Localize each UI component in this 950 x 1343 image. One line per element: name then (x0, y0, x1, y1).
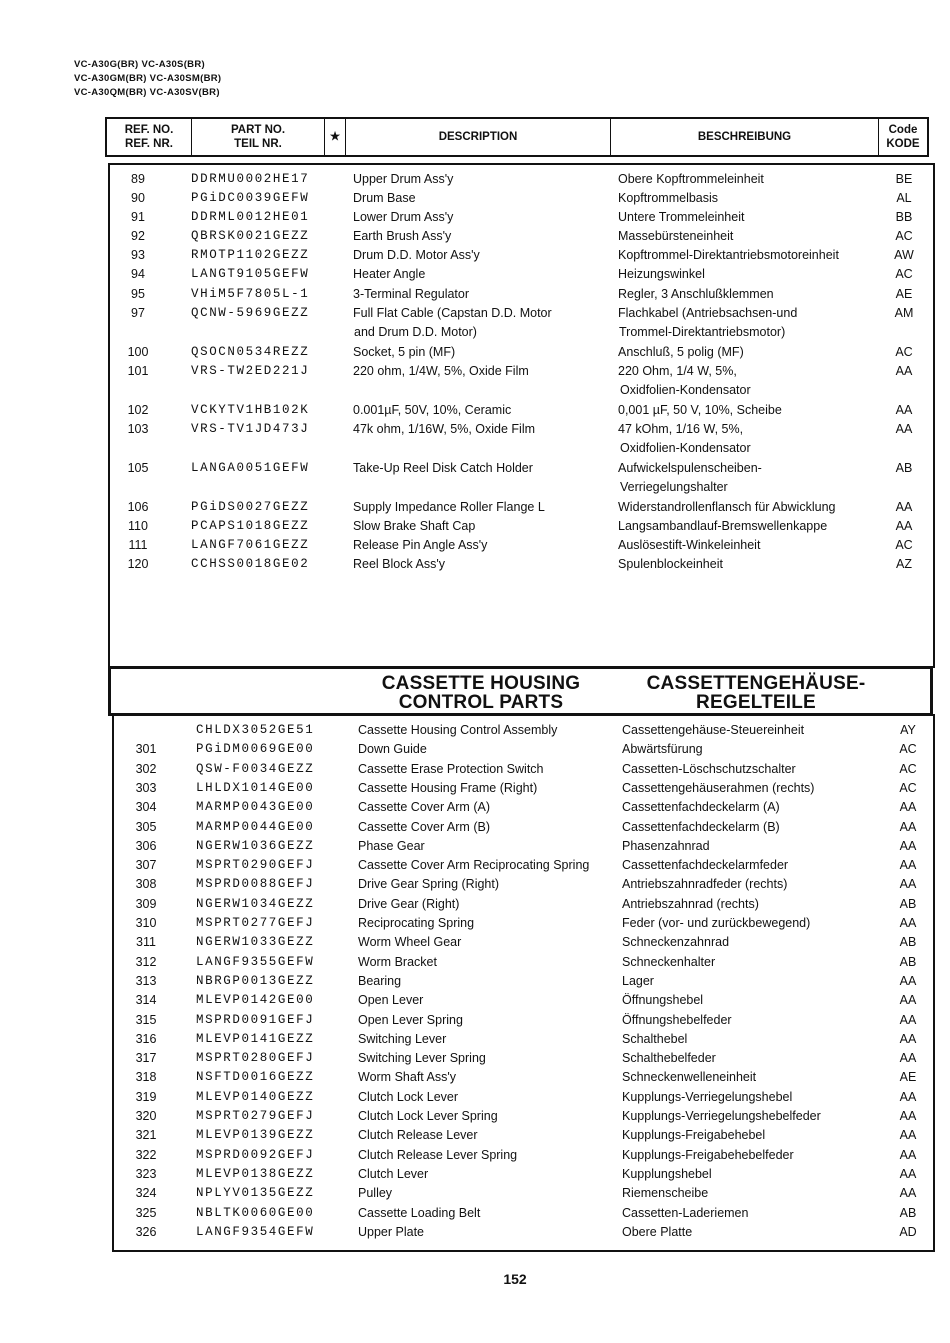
table-row (0, 760, 950, 779)
price-code: AA (899, 1186, 917, 1200)
beschreibung: Cassettenfachdeckelarm (B) (622, 820, 780, 834)
beschreibung: Cassettengehäuserahmen (rechts) (622, 781, 815, 795)
ref-nr-label: REF. NR. (125, 138, 173, 150)
table-row (0, 343, 950, 362)
ref-number: 319 (135, 1090, 157, 1104)
part-number: NSFTD0016GEZZ (196, 1070, 315, 1084)
description: Switching Lever (358, 1032, 447, 1046)
section-title-de-line: CASSETTENGEHÄUSE- (646, 673, 866, 694)
description: 3-Terminal Regulator (353, 287, 470, 301)
part-no-header (192, 119, 325, 155)
table-header (105, 117, 929, 157)
price-code: AC (899, 762, 917, 776)
ref-number: 102 (127, 403, 149, 417)
model-line: VC-A30QM(BR) VC-A30SV(BR) (74, 87, 220, 98)
table-row (0, 536, 950, 555)
table-row (0, 170, 950, 189)
beschreibung: Widerstandrollenflansch für Abwicklung (618, 500, 836, 514)
part-number: PCAPS1018GEZZ (191, 519, 310, 533)
beschreibung: 47 kOhm, 1/16 W, 5%, (618, 422, 744, 436)
table-row (0, 856, 950, 875)
beschreibung: 0,001 µF, 50 V, 10%, Scheibe (618, 403, 782, 417)
part-number: LANGF9354GEFW (196, 1225, 315, 1239)
ref-number: 93 (131, 248, 145, 262)
description: Cassette Cover Arm (A) (358, 800, 490, 814)
description: Cassette Cover Arm Reciprocating Spring (358, 858, 590, 872)
beschreibung: Spulenblockeinheit (618, 557, 723, 571)
part-number: LANGT9105GEFW (191, 267, 310, 281)
description: Bearing (358, 974, 402, 988)
ref-number: 312 (135, 955, 157, 969)
part-number: MLEVP0139GEZZ (196, 1128, 315, 1142)
part-number: MLEVP0142GE00 (196, 993, 315, 1007)
price-code: AA (899, 1090, 917, 1104)
ref-number: 306 (135, 839, 157, 853)
part-number: QSW-F0034GEZZ (196, 762, 315, 776)
description: Upper Drum Ass'y (353, 172, 454, 186)
table-row (0, 517, 950, 536)
ref-number: 120 (127, 557, 149, 571)
table-row (0, 1165, 950, 1184)
price-code: AA (899, 1109, 917, 1123)
ref-number: 100 (127, 345, 149, 359)
ref-number: 105 (127, 461, 149, 475)
price-code: AE (899, 1070, 917, 1084)
table-row (0, 933, 950, 952)
table-row (0, 1011, 950, 1030)
table-row (0, 246, 950, 265)
table-row (0, 779, 950, 798)
table-row (0, 362, 950, 381)
description: Upper Plate (358, 1225, 425, 1239)
model-list (74, 58, 221, 100)
ref-number: 303 (135, 781, 157, 795)
ref-number: 314 (135, 993, 157, 1007)
table-row (0, 740, 950, 759)
table-row (0, 1088, 950, 1107)
beschreibung: Massebürsteneinheit (618, 229, 734, 243)
price-code: AL (896, 191, 912, 205)
price-code: AA (899, 1148, 917, 1162)
part-number: NBRGP0013GEZZ (196, 974, 315, 988)
ref-number: 318 (135, 1070, 157, 1084)
table-row (0, 304, 950, 323)
beschreibung: Kupplungs-Verriegelungshebelfeder (622, 1109, 821, 1123)
price-code: AZ (896, 557, 912, 571)
table-row (0, 401, 950, 420)
table-row (0, 895, 950, 914)
ref-number: 313 (135, 974, 157, 988)
ref-number: 106 (127, 500, 149, 514)
part-number: VRS-TW2ED221J (191, 364, 310, 378)
description: Cassette Housing Frame (Right) (358, 781, 538, 795)
description: Clutch Release Lever (358, 1128, 478, 1142)
ref-number: 320 (135, 1109, 157, 1123)
part-number: PGiDS0027GEZZ (191, 500, 310, 514)
table-row (0, 1223, 950, 1242)
part-number: NGERW1036GEZZ (196, 839, 315, 853)
ref-number: 323 (135, 1167, 157, 1181)
beschreibung: Öffnungshebel (622, 993, 704, 1007)
part-number: PGiDM0069GE00 (196, 742, 315, 756)
description: Drive Gear Spring (Right) (358, 877, 500, 891)
table-row (0, 837, 950, 856)
price-code: AM (894, 306, 914, 320)
table-row (0, 1204, 950, 1223)
part-number: MLEVP0138GEZZ (196, 1167, 315, 1181)
ref-number: 308 (135, 877, 157, 891)
table-row (0, 265, 950, 284)
ref-number: 90 (131, 191, 145, 205)
part-number: DDRMU0002HE17 (191, 172, 310, 186)
beschreibung: Kupplungs-Freigabehebel (622, 1128, 766, 1142)
part-number: MSPRT0280GEFJ (196, 1051, 315, 1065)
table-row (0, 555, 950, 574)
table-row (0, 991, 950, 1010)
beschreibung: Schalthebel (622, 1032, 688, 1046)
description: Phase Gear (358, 839, 425, 853)
section-title-german (631, 674, 881, 712)
price-code: AC (899, 742, 917, 756)
table-row (0, 189, 950, 208)
price-code: AY (900, 723, 916, 737)
ref-no-label: REF. NO. (124, 124, 174, 136)
ref-number: 311 (136, 935, 156, 949)
teil-nr-label: TEIL NR. (234, 138, 282, 150)
description: 0.001µF, 50V, 10%, Ceramic (353, 403, 512, 417)
model-line: VC-A30G(BR) VC-A30S(BR) (74, 59, 205, 70)
price-code: AC (895, 345, 913, 359)
description: Drum Base (353, 191, 416, 205)
beschreibung: Schneckenwelleneinheit (622, 1070, 757, 1084)
price-code: AC (895, 267, 913, 281)
beschreibung: Öffnungshebelfeder (622, 1013, 732, 1027)
part-number: QCNW-5969GEZZ (191, 306, 310, 320)
beschreibung: Aufwickelspulenscheiben- (618, 461, 762, 475)
table-row (0, 953, 950, 972)
description-header (346, 119, 611, 155)
part-number: PGiDC0039GEFW (191, 191, 310, 205)
ref-number: 91 (131, 210, 145, 224)
beschreibung-label: BESCHREIBUNG (697, 131, 792, 143)
ref-number: 307 (135, 858, 157, 872)
price-code: AA (899, 1051, 917, 1065)
table-row (0, 914, 950, 933)
table-row (0, 1126, 950, 1145)
beschreibung: Cassettenfachdeckelarm (A) (622, 800, 780, 814)
description-continuation: and Drum D.D. Motor) (354, 325, 477, 339)
beschreibung: Heizungswinkel (618, 267, 705, 281)
code-label: Code (888, 124, 918, 136)
table-row (0, 818, 950, 837)
section-title-en-line: CASSETTE HOUSING (381, 673, 581, 694)
beschreibung: Cassetten-Laderiemen (622, 1206, 749, 1220)
ref-number: 94 (131, 267, 145, 281)
beschreibung: 220 Ohm, 1/4 W, 5%, (618, 364, 737, 378)
beschreibung: Riemenscheibe (622, 1186, 709, 1200)
part-number: RMOTP1102GEZZ (191, 248, 310, 262)
price-code: AA (895, 422, 913, 436)
ref-no-header (107, 119, 192, 155)
part-number: MARMP0043GE00 (196, 800, 315, 814)
beschreibung: Schalthebelfeder (622, 1051, 716, 1065)
description: Slow Brake Shaft Cap (353, 519, 476, 533)
price-code: AW (894, 248, 914, 262)
beschreibung: Kupplungshebel (622, 1167, 712, 1181)
ref-number: 92 (131, 229, 145, 243)
price-code: AB (899, 935, 917, 949)
description: Clutch Lever (358, 1167, 429, 1181)
ref-number: 103 (127, 422, 149, 436)
table-row (0, 459, 950, 478)
price-code: AA (899, 974, 917, 988)
ref-number: 321 (135, 1128, 157, 1142)
description: Clutch Lock Lever Spring (358, 1109, 498, 1123)
price-code: AA (895, 403, 913, 417)
beschreibung: Kupplungs-Verriegelungshebel (622, 1090, 793, 1104)
price-code: AC (895, 538, 913, 552)
code-header (879, 119, 927, 155)
beschreibung: Kopftrommelbasis (618, 191, 719, 205)
description: Switching Lever Spring (358, 1051, 486, 1065)
description: Lower Drum Ass'y (353, 210, 454, 224)
description: Release Pin Angle Ass'y (353, 538, 488, 552)
ref-number: 309 (135, 897, 157, 911)
table-row (0, 1146, 950, 1165)
beschreibung: Obere Platte (622, 1225, 693, 1239)
description-label: DESCRIPTION (438, 131, 518, 143)
price-code: AE (895, 287, 913, 301)
kode-label: KODE (886, 138, 920, 150)
price-code: AA (899, 800, 917, 814)
table-row (0, 1049, 950, 1068)
beschreibung: Antriebszahnradfeder (rechts) (622, 877, 788, 891)
description: 220 ohm, 1/4W, 5%, Oxide Film (353, 364, 529, 378)
beschreibung: Untere Trommeleinheit (618, 210, 745, 224)
description: Reel Block Ass'y (353, 557, 446, 571)
description: Take-Up Reel Disk Catch Holder (353, 461, 533, 475)
ref-number: 322 (135, 1148, 157, 1162)
price-code: AA (899, 877, 917, 891)
part-number: QSOCN0534REZZ (191, 345, 310, 359)
table-row (0, 798, 950, 817)
ref-number: 317 (135, 1051, 157, 1065)
price-code: AA (899, 1013, 917, 1027)
part-number: CCHSS0018GE02 (191, 557, 310, 571)
beschreibung: Obere Kopftrommeleinheit (618, 172, 764, 186)
price-code: AA (895, 500, 913, 514)
description: Worm Bracket (358, 955, 437, 969)
price-code: AA (899, 858, 917, 872)
table-row (0, 227, 950, 246)
part-number: MLEVP0141GEZZ (196, 1032, 315, 1046)
price-code: AB (895, 461, 913, 475)
part-number: DDRML0012HE01 (191, 210, 310, 224)
beschreibung: Feder (vor- und zurückbewegend) (622, 916, 811, 930)
table-row (0, 972, 950, 991)
ref-number: 111 (128, 538, 148, 552)
part-number: LANGF7061GEZZ (191, 538, 310, 552)
beschreibung: Schneckenzahnrad (622, 935, 730, 949)
ref-number: 97 (131, 306, 145, 320)
price-code: AD (899, 1225, 917, 1239)
part-number: MSPRT0279GEFJ (196, 1109, 315, 1123)
section-heading (108, 666, 933, 716)
price-code: AC (899, 781, 917, 795)
description: Drum D.D. Motor Ass'y (353, 248, 480, 262)
section-title-english (366, 674, 596, 712)
description: Clutch Lock Lever (358, 1090, 459, 1104)
part-number: CHLDX3052GE51 (196, 723, 315, 737)
part-number: QBRSK0021GEZZ (191, 229, 310, 243)
part-number: NPLYV0135GEZZ (196, 1186, 315, 1200)
part-number: LANGA0051GEFW (191, 461, 310, 475)
part-number: MSPRT0277GEFJ (196, 916, 315, 930)
beschreibung: Langsambandlauf-Bremswellenkappe (618, 519, 828, 533)
description: Cassette Erase Protection Switch (358, 762, 544, 776)
price-code: AA (895, 364, 913, 378)
ref-number: 315 (135, 1013, 157, 1027)
model-line: VC-A30GM(BR) VC-A30SM(BR) (74, 73, 222, 84)
part-number: NGERW1034GEZZ (196, 897, 315, 911)
description: Socket, 5 pin (MF) (353, 345, 456, 359)
ref-number: 324 (135, 1186, 157, 1200)
price-code: AB (899, 955, 917, 969)
description: 47k ohm, 1/16W, 5%, Oxide Film (353, 422, 536, 436)
table-row (0, 420, 950, 439)
table-row (0, 498, 950, 517)
price-code: AA (899, 993, 917, 1007)
description: Cassette Loading Belt (358, 1206, 481, 1220)
ref-number: 110 (128, 519, 148, 533)
price-code: AA (899, 1167, 917, 1181)
price-code: AA (899, 1128, 917, 1142)
part-number: MSPRD0091GEFJ (196, 1013, 315, 1027)
part-number: NGERW1033GEZZ (196, 935, 315, 949)
price-code: AA (899, 820, 917, 834)
description: Open Lever Spring (358, 1013, 463, 1027)
star-header (325, 119, 346, 155)
beschreibung: Flachkabel (Antriebsachsen-und (618, 306, 798, 320)
price-code: AA (895, 519, 913, 533)
table-row (0, 721, 950, 740)
beschreibung: Phasenzahnrad (622, 839, 710, 853)
description: Earth Brush Ass'y (353, 229, 452, 243)
description: Worm Shaft Ass'y (358, 1070, 457, 1084)
beschreibung-continuation: Verriegelungshalter (620, 480, 728, 494)
part-number: MARMP0044GE00 (196, 820, 315, 834)
description: Drive Gear (Right) (358, 897, 460, 911)
beschreibung-continuation: Trommel-Direktantriebsmotor) (619, 325, 786, 339)
description: Reciprocating Spring (358, 916, 475, 930)
beschreibung: Antriebszahnrad (rechts) (622, 897, 759, 911)
beschreibung: Schneckenhalter (622, 955, 716, 969)
beschreibung: Cassettengehäuse-Steuereinheit (622, 723, 805, 737)
part-number: LHLDX1014GE00 (196, 781, 315, 795)
star-icon: ★ (329, 131, 341, 143)
price-code: AA (899, 839, 917, 853)
description: Heater Angle (353, 267, 426, 281)
ref-number: 304 (135, 800, 157, 814)
ref-number: 305 (135, 820, 157, 834)
description: Supply Impedance Roller Flange L (353, 500, 545, 514)
beschreibung: Kopftrommel-Direktantriebsmotoreinheit (618, 248, 839, 262)
part-number: MSPRD0088GEFJ (196, 877, 315, 891)
table-row (0, 1184, 950, 1203)
description: Cassette Housing Control Assembly (358, 723, 558, 737)
table-row (0, 1107, 950, 1126)
ref-number: 316 (135, 1032, 157, 1046)
ref-number: 302 (135, 762, 157, 776)
part-number: MLEVP0140GEZZ (196, 1090, 315, 1104)
price-code: AB (899, 897, 917, 911)
section-title-de-line: REGELTEILE (696, 692, 816, 713)
table-row (0, 1068, 950, 1087)
part-number: MSPRD0092GEFJ (196, 1148, 315, 1162)
part-number: VRS-TV1JD473J (191, 422, 310, 436)
description: Open Lever (358, 993, 424, 1007)
ref-number: 89 (131, 172, 145, 186)
ref-number: 310 (135, 916, 157, 930)
ref-number: 95 (131, 287, 145, 301)
price-code: AA (899, 916, 917, 930)
beschreibung-continuation: Oxidfolien-Kondensator (620, 383, 751, 397)
beschreibung: Lager (622, 974, 654, 988)
description: Worm Wheel Gear (358, 935, 462, 949)
beschreibung: Cassettenfachdeckelarmfeder (622, 858, 789, 872)
price-code: AC (895, 229, 913, 243)
price-code: BE (895, 172, 913, 186)
description: Full Flat Cable (Capstan D.D. Motor (353, 306, 552, 320)
part-number: VHiM5F7805L-1 (191, 287, 310, 301)
beschreibung: Anschluß, 5 polig (MF) (618, 345, 744, 359)
table-row (0, 1030, 950, 1049)
description: Down Guide (358, 742, 427, 756)
part-no-label: PART NO. (230, 124, 286, 136)
price-code: BB (895, 210, 913, 224)
beschreibung: Regler, 3 Anschlußklemmen (618, 287, 774, 301)
price-code: AB (899, 1206, 917, 1220)
description: Clutch Release Lever Spring (358, 1148, 518, 1162)
part-number: VCKYTV1HB102K (191, 403, 310, 417)
ref-number: 326 (135, 1225, 157, 1239)
table-row (0, 875, 950, 894)
ref-number: 301 (135, 742, 157, 756)
beschreibung-header (611, 119, 879, 155)
part-number: LANGF9355GEFW (196, 955, 315, 969)
ref-number: 325 (135, 1206, 157, 1220)
description: Cassette Cover Arm (B) (358, 820, 490, 834)
section-title-en-line: CONTROL PARTS (398, 692, 564, 713)
ref-number: 101 (127, 364, 149, 378)
price-code: AA (899, 1032, 917, 1046)
beschreibung: Cassetten-Löschschutzschalter (622, 762, 796, 776)
beschreibung-continuation: Oxidfolien-Kondensator (620, 441, 751, 455)
part-number: MSPRT0290GEFJ (196, 858, 315, 872)
description: Pulley (358, 1186, 393, 1200)
beschreibung: Kupplungs-Freigabehebelfeder (622, 1148, 794, 1162)
table-row (0, 208, 950, 227)
part-number: NBLTK0060GE00 (196, 1206, 315, 1220)
beschreibung: Auslösestift-Winkeleinheit (618, 538, 761, 552)
page-number: 152 (503, 1271, 527, 1287)
beschreibung: Abwärtsfürung (622, 742, 703, 756)
table-row (0, 285, 950, 304)
